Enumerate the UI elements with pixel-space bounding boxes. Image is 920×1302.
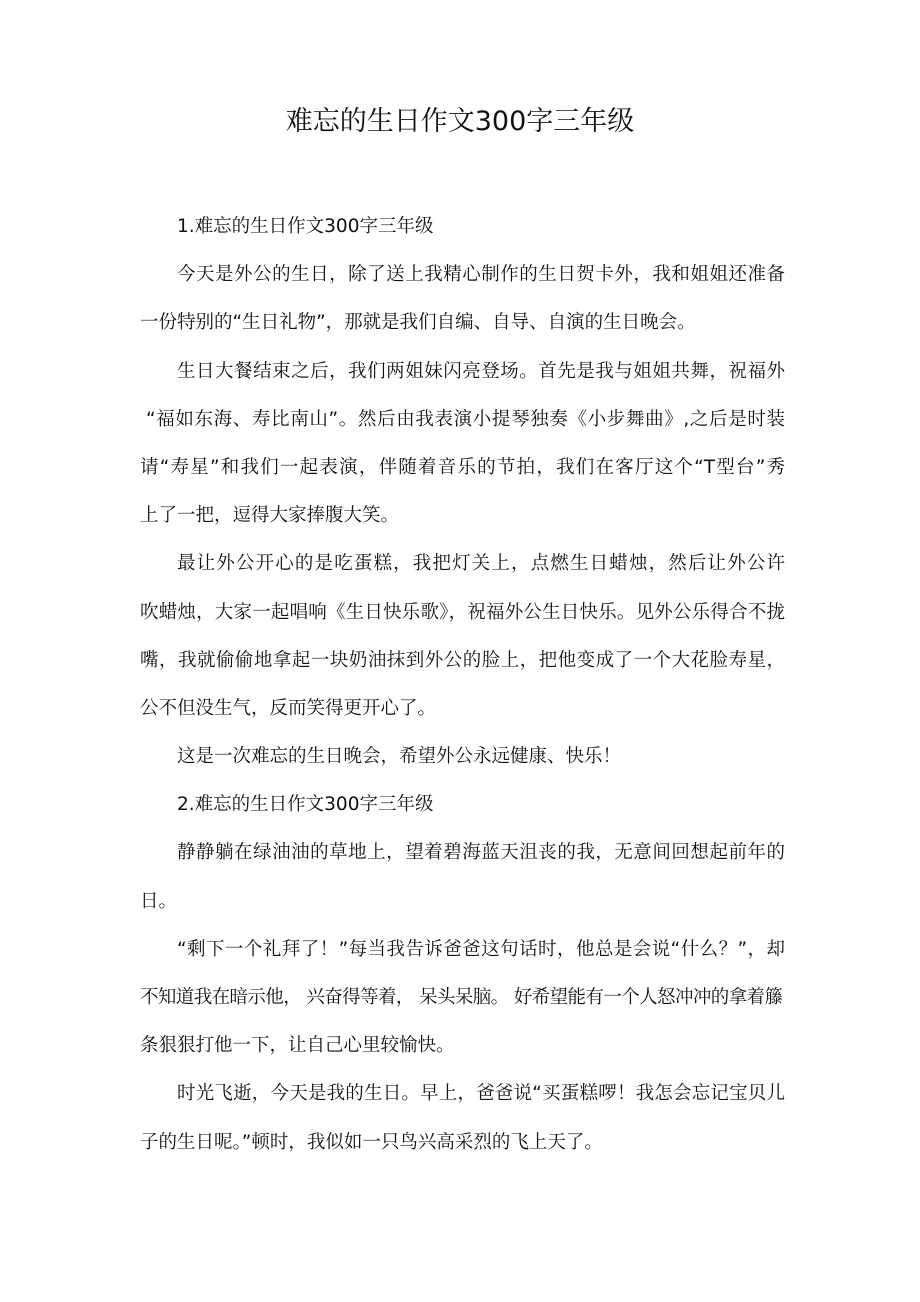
- paragraph-line: 不知道我在暗示他， 兴奋得等着， 呆头呆脑。 好希望能有一个人怒冲冲的拿着籐: [140, 987, 783, 1008]
- paragraph-line: 条狠狠打他一下，让自己心里较愉快。: [140, 1035, 455, 1057]
- paragraph-line: 这是一次难忘的生日晚会，希望外公永远健康、快乐！: [177, 746, 622, 768]
- paragraph-line: 请“寿星”和我们一起表演，伴随着音乐的节拍，我们在客厅这个“T型台”秀: [140, 456, 785, 478]
- paragraph-line: 日。: [140, 890, 178, 912]
- section-heading: 1.难忘的生日作文300字三年级: [177, 216, 434, 237]
- paragraph-line: 生日大餐结束之后，我们两姐妹闪亮登场。首先是我与姐姐共舞，祝福外: [177, 360, 785, 382]
- paragraph-line: 今天是外公的生日，除了送上我精心制作的生日贺卡外，我和姐姐还准备: [177, 264, 785, 286]
- paragraph-line: 嘴，我就偷偷地拿起一块奶油抹到外公的脸上，把他变成了一个大花脸寿星，: [140, 649, 785, 671]
- section-heading: 2.难忘的生日作文300字三年级: [177, 794, 434, 816]
- paragraph-line: 最让外公开心的是吃蛋糕，我把灯关上，点燃生日蜡烛，然后让外公许: [177, 553, 785, 575]
- paragraph-line: 静静躺在绿油油的草地上，望着碧海蓝天沮丧的我，无意间回想起前年的: [177, 842, 785, 864]
- paragraph-line: 子的生日呢。”顿时，我似如一只鸟兴高采烈的飞上天了。: [140, 1131, 603, 1153]
- paragraph-line: “剩下一个礼拜了！”每当我告诉爸爸这句话时，他总是会说“什么？”，却: [177, 938, 785, 960]
- paragraph-line: 时光飞逝，今天是我的生日。早上，爸爸说“买蛋糕啰！我怎会忘记宝贝儿: [177, 1083, 785, 1105]
- paragraph-line: 公不但没生气，反而笑得更开心了。: [140, 697, 437, 719]
- document-body: [140, 203, 785, 1167]
- paragraph-line: 一份特别的“生日礼物”，那就是我们自编、自导、自演的生日晚会。: [140, 312, 696, 334]
- paragraph-line: 上了一把，逗得大家捧腹大笑。: [140, 505, 400, 527]
- paragraph-line: “福如东海、寿比南山”。然后由我表演小提琴独奏《小步舞曲》,之后是时装: [146, 408, 785, 430]
- document-title: 难忘的生日作文300字三年级: [285, 106, 635, 137]
- paragraph-line: 吹蜡烛，大家一起唱响《生日快乐歌》，祝福外公生日快乐。见外公乐得合不拢: [140, 601, 785, 623]
